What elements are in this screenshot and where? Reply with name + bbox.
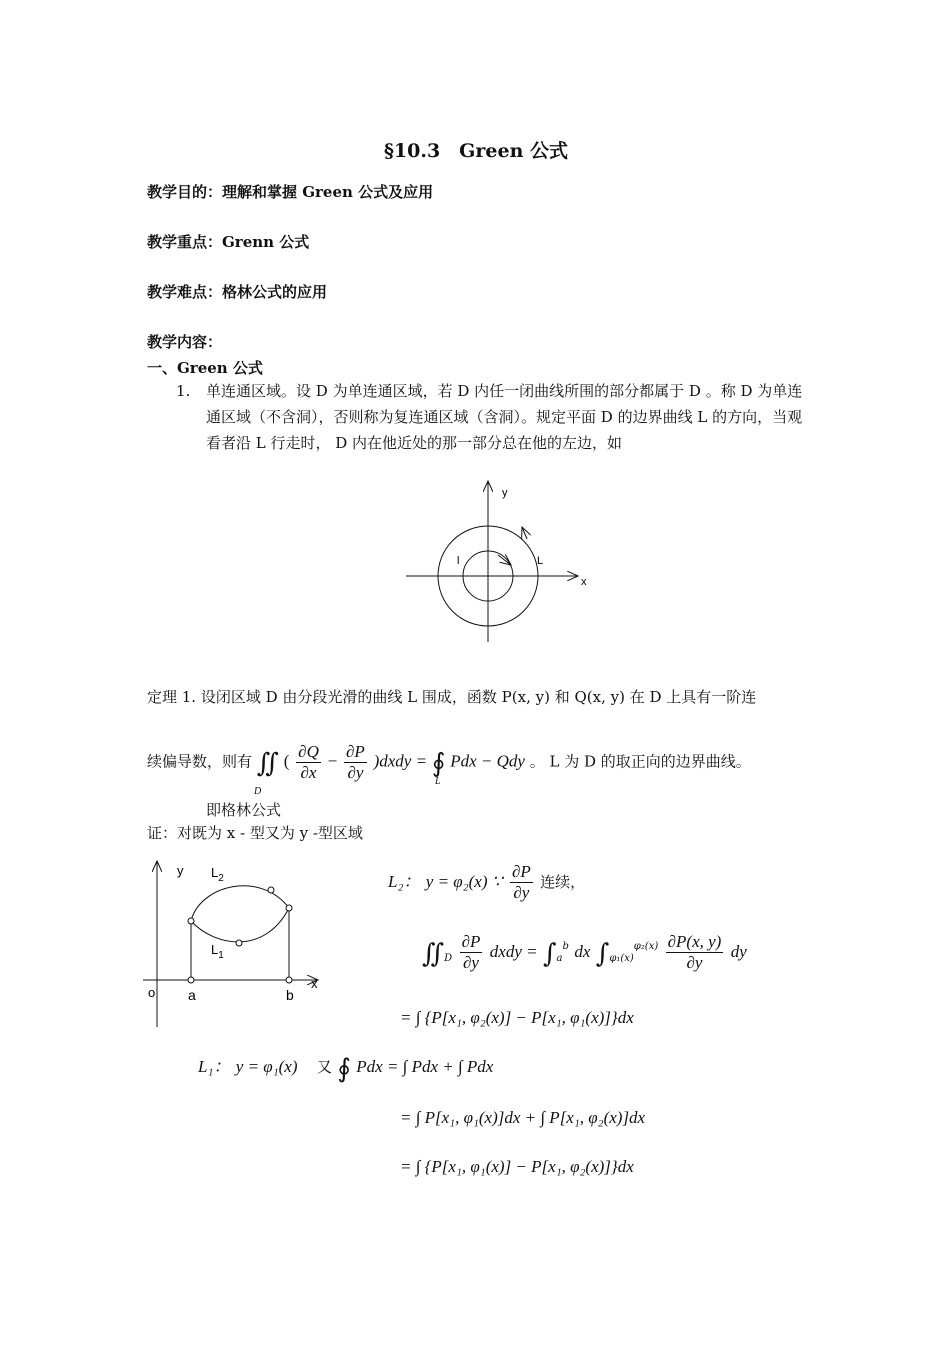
- eq-L2: [388, 862, 585, 903]
- eq6: = ∫ {P[x₁, φ₁(x)] − P[x₁, φ₂(x)]}dx: [400, 1157, 634, 1176]
- fig2-b-label: b: [286, 987, 294, 1003]
- section-heading: 一、Green 公式: [147, 359, 263, 377]
- fig1-outer-label: L: [537, 555, 544, 567]
- theorem-suffix: 。 L 为 D 的取正向的边界曲线。: [529, 752, 751, 771]
- l2-def: y = φ₂(x) ∵: [425, 872, 503, 891]
- item-text: 单连通区域。设 D 为单连通区域，若 D 内任一闭曲线所围的部分都属于 D 。称 D 为单连通区域（不含洞），否则称为复连通区域（含洞）。规定平面 D 的边界曲线 L 的方向，当观看者沿 L 行走时， D 内在他近处的那一部分总在他的左边，如: [206, 382, 803, 452]
- eq2-double-integral: ∬: [422, 939, 445, 969]
- lower-curve-L1: [191, 908, 289, 942]
- page-title: §10.3 Green 公式: [383, 140, 569, 162]
- dQ: ∂Q: [298, 742, 319, 761]
- dy: ∂y: [347, 763, 364, 782]
- theorem-line1: 定理 1. 设闭区域 D 由分段光滑的曲线 L 围成，函数 P(x, y) 和 Q(x, y) 在 D 上具有一阶连: [147, 688, 757, 706]
- eq2-end: dy: [730, 942, 747, 961]
- item-number: 1.: [176, 382, 191, 400]
- point: [188, 918, 194, 924]
- fig1-inner-label: l: [457, 555, 460, 567]
- teaching-focus: 教学重点：Grenn 公式: [147, 233, 310, 251]
- teaching-difficulty: 教学难点：格林公式的应用: [147, 283, 328, 301]
- fig2-origin-label: o: [148, 985, 156, 1000]
- fig2-a-label: a: [188, 987, 196, 1003]
- eq-L1: [198, 1052, 493, 1084]
- contour-integral-sign: ∮: [431, 748, 446, 779]
- fig1-y-label: y: [502, 487, 508, 499]
- point: [236, 940, 242, 946]
- eq2-dx: dx: [574, 942, 591, 961]
- inner-direction-arrow: [498, 555, 511, 565]
- dP: ∂P: [346, 742, 365, 761]
- theorem-formula: 续偏导数，则有 ∬ ( $\frac{\partial Q}{\partial x}$ − $\frac{\partial P}{\partial y}$ )dxdy = ∮ Pdx − Qdy 。 L 为 D 的取正向的边界曲线。: [147, 742, 751, 782]
- region-figure: [400, 475, 590, 647]
- eq-dP: ∂P: [511, 862, 531, 881]
- l1-def: y = φ₁(x): [235, 1057, 298, 1076]
- fig2-L1-label: $L_1$: [211, 942, 224, 961]
- continuous-label: 连续，: [540, 873, 586, 891]
- l1-again: 又: [316, 1058, 332, 1076]
- eq2-den: ∂y: [686, 953, 703, 972]
- fig2-y-label: y: [177, 863, 184, 878]
- eq3: = ∫ {P[x₁, φ₂(x)] − P[x₁, φ₁(x)]}dx: [400, 1008, 634, 1027]
- teaching-purpose: 教学目的：理解和掌握 Green 公式及应用: [147, 183, 434, 201]
- eq2-num: ∂P(x, y): [667, 932, 722, 951]
- point: [268, 887, 274, 893]
- theorem-rhs: Pdx − Qdy: [450, 751, 525, 771]
- l1-rhs: Pdx = ∫ Pdx + ∫ Pdx: [356, 1057, 494, 1076]
- outer-direction-arrow: [522, 527, 527, 539]
- green-note: 即格林公式: [206, 801, 282, 819]
- point: [286, 905, 292, 911]
- eq5: = ∫ P[x₁, φ₁(x)]dx + ∫ P[x₁, φ₂(x)]dx: [400, 1108, 646, 1127]
- teaching-content: 教学内容：: [147, 333, 223, 351]
- eq-double-integral: $∬_D$ $\frac{\partial P}{\partial y}$ dxdy = $\int_a^b$ dx $\int_{\varphi_1(x)}^{\varphi_2(x)}$ $\frac{\partial P(x, y)}{\partial y}$ dy: [422, 932, 747, 972]
- curve-subscript: L: [435, 776, 441, 787]
- theorem-mid: )dxdy =: [373, 751, 428, 771]
- proof-intro: 证：对既为 x - 型又为 y -型区域: [147, 824, 363, 842]
- point-b: [286, 977, 292, 983]
- fig1-x-label: x: [581, 576, 587, 588]
- xy-region-figure: [140, 855, 330, 1031]
- contour-sign: ∮: [337, 1054, 351, 1084]
- eq2-lhs: dxdy =: [489, 942, 538, 961]
- fig2-L2-label: $L_2$: [211, 865, 224, 884]
- double-integral-sign: ∬: [256, 748, 279, 779]
- l1-label: L₁：: [198, 1057, 231, 1076]
- region-subscript: D: [254, 786, 262, 797]
- l2-label: L₂：: [388, 872, 421, 891]
- theorem-prefix: 续偏导数，则有: [147, 752, 253, 771]
- point-a: [188, 977, 194, 983]
- eq-dy: ∂y: [513, 883, 530, 902]
- fig2-x-label: x: [311, 976, 318, 991]
- dx: ∂x: [300, 763, 317, 782]
